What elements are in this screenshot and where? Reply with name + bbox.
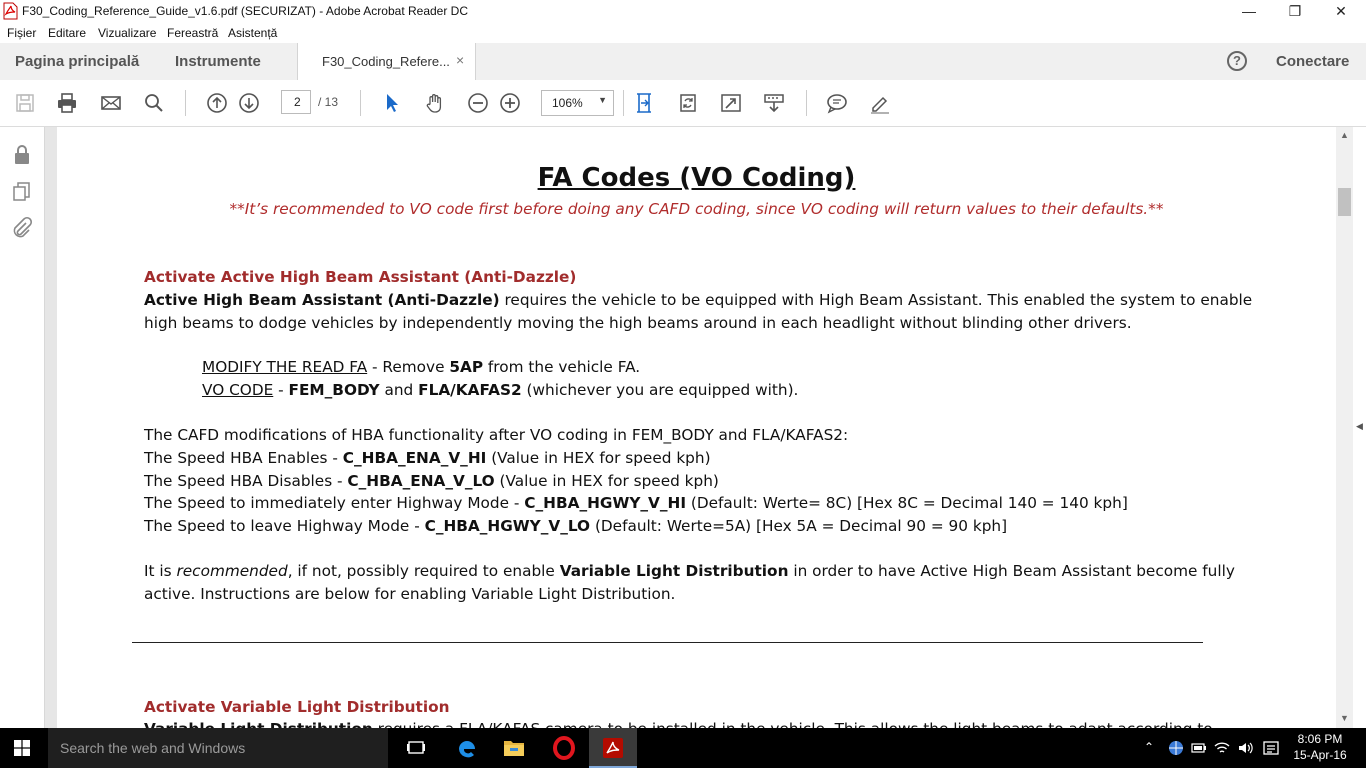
battery-icon[interactable] xyxy=(1191,741,1207,755)
close-tab-icon[interactable]: × xyxy=(456,52,465,68)
attachment-icon[interactable] xyxy=(11,217,33,239)
cafd-line: The Speed to immediately enter Highway Mode - C_HBA_HGWY_V_HI (Default: Werte= 8C) [Hex 8C = Decimal 140 = 140 kph] xyxy=(144,494,1128,512)
save-icon[interactable] xyxy=(14,92,36,114)
cafd-line: The Speed HBA Disables - C_HBA_ENA_V_LO (Value in HEX for speed kph) xyxy=(144,472,719,490)
task-view-icon xyxy=(406,740,426,756)
fit-page-icon[interactable] xyxy=(633,92,655,114)
scroll-down-icon[interactable]: ▼ xyxy=(1340,713,1349,723)
sign-pen-icon[interactable] xyxy=(869,92,891,114)
pdf-page xyxy=(57,127,1336,747)
taskbar-search[interactable] xyxy=(48,728,388,768)
recommendation-line2: active. Instructions are below for enabling Variable Light Distribution. xyxy=(144,585,676,603)
cafd-line: The Speed HBA Enables - C_HBA_ENA_V_HI (Value in HEX for speed kph) xyxy=(144,449,711,467)
search-icon[interactable] xyxy=(143,92,165,114)
chevron-down-icon: ▼ xyxy=(598,95,607,105)
acrobat-taskbar-button[interactable] xyxy=(589,728,637,768)
menu-edit[interactable]: Editare xyxy=(48,26,87,40)
clock-time: 8:06 PM xyxy=(1297,732,1343,746)
zoom-out-icon[interactable] xyxy=(467,92,489,114)
menu-window[interactable]: Fereastră xyxy=(167,26,219,40)
page-up-icon[interactable] xyxy=(206,92,228,114)
fullscreen-icon[interactable] xyxy=(720,92,742,114)
scroll-up-icon[interactable]: ▲ xyxy=(1340,130,1349,140)
coding-note: **It’s recommended to VO code first before doing any CAFD coding, since VO coding will return values to their defaults.** xyxy=(229,200,1164,218)
read-mode-icon[interactable] xyxy=(763,92,785,114)
zoom-in-icon[interactable] xyxy=(499,92,521,114)
pages-icon[interactable] xyxy=(11,180,33,202)
vo-code-line: VO CODE - FEM_BODY and FLA/KAFAS2 (whichever you are equipped with). xyxy=(202,381,799,399)
section-title-hba: Activate Active High Beam Assistant (Anti-Dazzle) xyxy=(144,268,577,286)
system-clock[interactable] xyxy=(1290,731,1350,763)
minimize-button[interactable]: — xyxy=(1242,3,1256,19)
page-number-input[interactable]: 2 xyxy=(281,90,311,114)
tab-document[interactable] xyxy=(297,43,476,80)
clock-date: 15-Apr-16 xyxy=(1293,748,1347,762)
zoom-level-select[interactable] xyxy=(541,90,614,116)
maximize-button[interactable]: ❐ xyxy=(1288,3,1302,19)
print-icon[interactable] xyxy=(56,92,78,114)
wifi-icon[interactable] xyxy=(1214,740,1230,756)
vertical-scrollbar[interactable] xyxy=(1336,127,1353,728)
tab-document-label: F30_Coding_Refere... xyxy=(322,54,450,69)
toolbar-separator xyxy=(185,90,186,116)
file-explorer-button[interactable] xyxy=(490,728,538,768)
cafd-line: The Speed to leave Highway Mode - C_HBA_HGWY_V_LO (Default: Werte=5A) [Hex 5A = Decimal 90 = 90 kph] xyxy=(144,517,1008,535)
menu-view[interactable]: Vizualizare xyxy=(98,26,157,40)
toolbar-separator xyxy=(360,90,361,116)
tab-bar xyxy=(0,43,1366,81)
section-divider xyxy=(132,642,1203,643)
cafd-intro: The CAFD modifications of HBA functionality after VO coding in FEM_BODY and FLA/KAFAS2: xyxy=(144,426,849,444)
tab-home[interactable]: Pagina principală xyxy=(15,53,140,70)
windows-taskbar xyxy=(0,728,1366,768)
zoom-level-value: 106% xyxy=(552,96,583,110)
file-explorer-icon xyxy=(503,738,525,758)
section-title-vld: Activate Variable Light Distribution xyxy=(144,698,450,716)
tray-chevron-up-icon[interactable]: ⌃ xyxy=(1144,740,1155,754)
edge-icon xyxy=(456,737,478,759)
toolbar-separator xyxy=(806,90,807,116)
action-center-icon[interactable] xyxy=(1263,740,1279,756)
email-icon[interactable] xyxy=(100,92,122,114)
hba-intro-line2: high beams to dodge vehicles by independently moving the high beams around in each headlight without blinding other drivers. xyxy=(144,314,1132,332)
rotate-page-icon[interactable] xyxy=(677,92,699,114)
hba-intro: Active High Beam Assistant (Anti-Dazzle) requires the vehicle to be equipped with High Beam Assistant. This enabled the system to enable xyxy=(144,291,1253,309)
menu-bar xyxy=(0,23,1366,43)
window-title: F30_Coding_Reference_Guide_v1.6.pdf (SECURIZAT) - Adobe Acrobat Reader DC xyxy=(22,4,469,18)
comment-icon[interactable] xyxy=(826,92,848,114)
taskbar-search-placeholder: Search the web and Windows xyxy=(60,740,246,756)
scrollbar-thumb[interactable] xyxy=(1338,188,1351,216)
network-globe-icon[interactable] xyxy=(1168,740,1184,756)
page-heading: FA Codes (VO Coding) xyxy=(537,163,856,193)
windows-start-icon[interactable] xyxy=(14,740,30,756)
toolbar-separator xyxy=(623,90,624,116)
task-view-button[interactable] xyxy=(392,728,440,768)
select-cursor-icon[interactable] xyxy=(381,92,403,114)
menu-help[interactable]: Asistență xyxy=(228,26,278,40)
volume-icon[interactable] xyxy=(1237,740,1253,756)
recommendation: It is recommended, if not, possibly required to enable Variable Light Distribution in order to have Active High Beam Assistant become fully xyxy=(144,562,1235,580)
menu-file[interactable]: Fișier xyxy=(7,26,37,40)
help-button[interactable]: ? xyxy=(1227,51,1247,71)
page-total: / 13 xyxy=(318,95,339,109)
hand-tool-icon[interactable] xyxy=(424,92,446,114)
acrobat-icon xyxy=(602,737,624,759)
opera-icon xyxy=(553,737,575,759)
edge-button[interactable] xyxy=(443,728,491,768)
expand-right-panel-icon[interactable]: ◀ xyxy=(1356,421,1363,431)
page-down-icon[interactable] xyxy=(238,92,260,114)
modify-fa-line: MODIFY THE READ FA - Remove 5AP from the vehicle FA. xyxy=(202,358,641,376)
left-nav-panel xyxy=(0,127,45,728)
sign-in-button[interactable]: Conectare xyxy=(1276,53,1350,70)
acrobat-app-icon xyxy=(3,3,17,19)
tab-tools[interactable]: Instrumente xyxy=(175,53,261,70)
lock-icon[interactable] xyxy=(11,143,33,165)
document-viewport[interactable] xyxy=(45,127,1336,728)
close-window-button[interactable]: ✕ xyxy=(1335,3,1347,19)
opera-button[interactable] xyxy=(540,728,588,768)
title-bar xyxy=(0,0,1366,23)
